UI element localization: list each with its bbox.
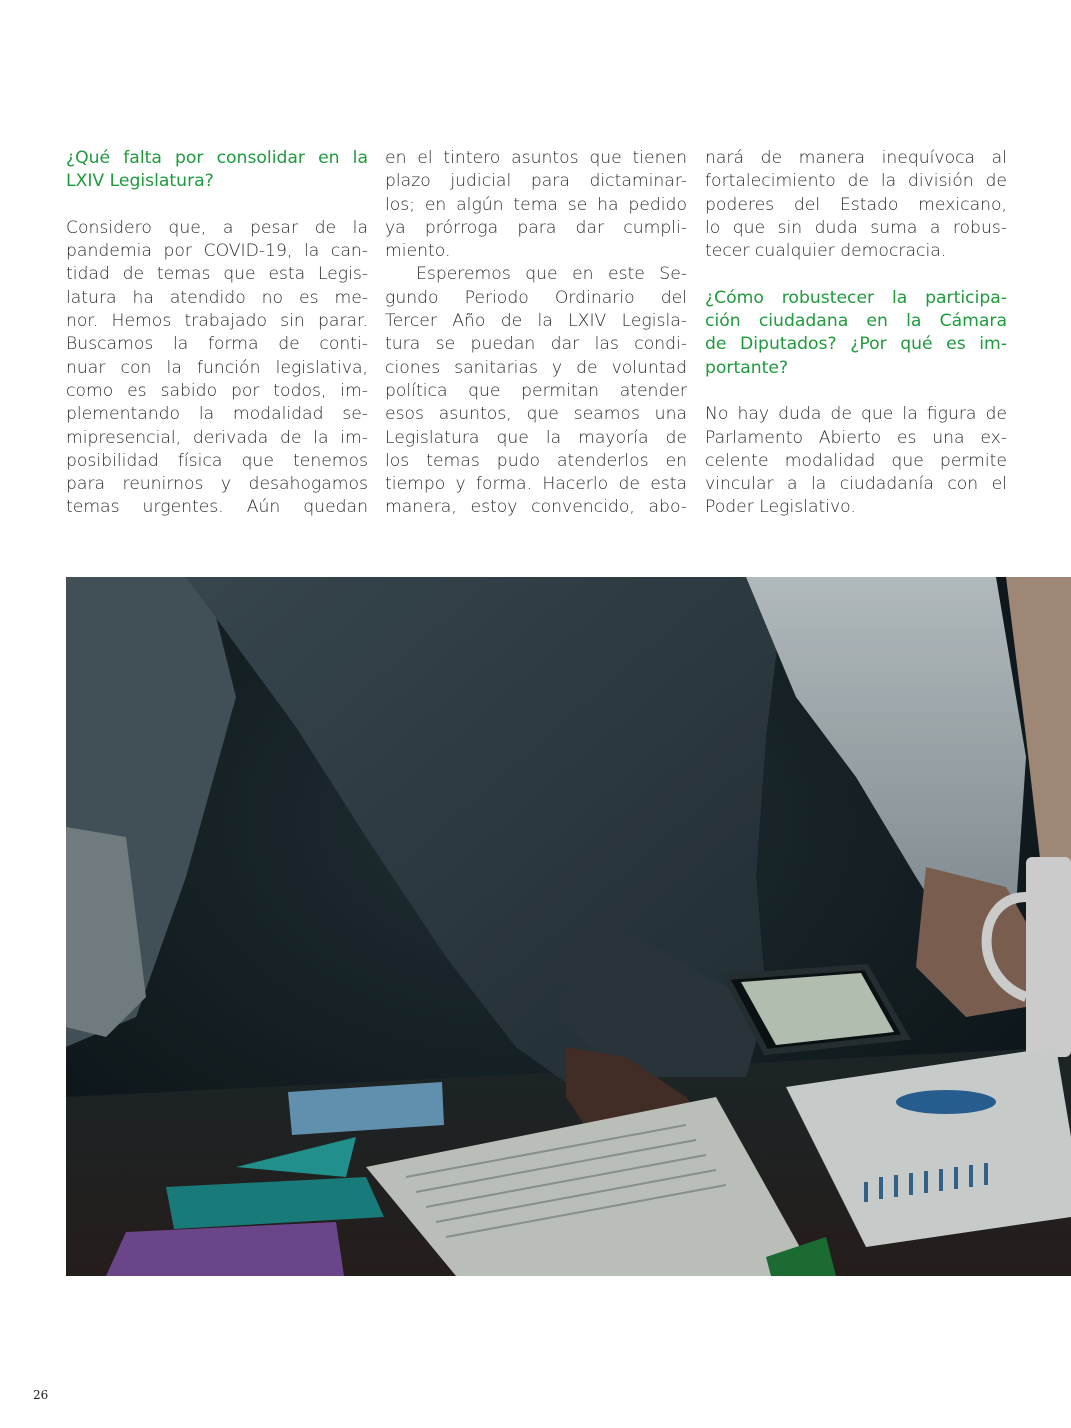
body-line: plazo judicial para dictaminar- xyxy=(385,171,687,192)
paragraph-gap xyxy=(705,380,1007,403)
body-line: tidad de temas que esta Legis- xyxy=(66,264,368,285)
question-heading-line: ción ciudadana en la Cámara xyxy=(705,311,1007,332)
body-line: temas urgentes. Aún quedan xyxy=(66,497,368,518)
body-line: lo que sin duda suma a robus- xyxy=(705,217,1007,238)
body-line: Tercer Año de la LXIV Legisla- xyxy=(385,311,687,332)
meeting-photo xyxy=(66,577,1071,1276)
body-line: miento. xyxy=(385,241,451,262)
body-line: Buscamos la forma de conti- xyxy=(66,334,368,355)
body-line: Parlamento Abierto es una ex- xyxy=(705,427,1007,448)
body-line: ciones sanitarias y de voluntad xyxy=(385,357,687,378)
question-heading-line: LXIV Legislatura? xyxy=(66,171,214,192)
body-line: nor. Hemos trabajado sin parar. xyxy=(66,311,368,332)
meeting-photo-illustration xyxy=(66,577,1071,1276)
column-1 xyxy=(66,147,368,520)
body-line: vincular a la ciudadanía con el xyxy=(705,474,1007,495)
body-line: plementando la modalidad se- xyxy=(66,404,368,425)
body-line: tura se puedan dar las condi- xyxy=(385,334,687,355)
question-heading-line: ¿Qué falta por consolidar en la xyxy=(66,148,368,168)
body-line: en el tintero asuntos que tienen xyxy=(385,148,687,168)
body-line: esos asuntos, que seamos una xyxy=(385,404,687,425)
body-line: latura ha atendido no es me- xyxy=(66,287,368,308)
column-2 xyxy=(385,147,687,520)
body-line: Poder Legislativo. xyxy=(705,497,856,518)
body-line: política que permitan atender xyxy=(385,380,687,401)
question-heading-line: ¿Cómo robustecer la participa- xyxy=(705,287,1007,308)
body-line: los temas pudo atenderlos en xyxy=(385,450,687,471)
question-heading-line: portante? xyxy=(705,357,789,378)
body-line: No hay duda de que la figura de xyxy=(705,404,1007,425)
body-line: los; en algún tema se ha pedido xyxy=(385,194,687,215)
body-line: poderes del Estado mexicano, xyxy=(705,194,1007,215)
page-number: 26 xyxy=(33,1388,49,1402)
body-line: nuar con la función legislativa, xyxy=(66,357,368,378)
body-line: nará de manera inequívoca al xyxy=(705,148,1007,168)
body-line: Legislatura que la mayoría de xyxy=(385,427,687,448)
body-line: manera, estoy convencido, abo- xyxy=(385,497,687,518)
body-line: fortalecimiento de la división de xyxy=(705,171,1007,192)
body-line: mipresencial, derivada de la im- xyxy=(66,427,368,448)
paragraph-gap xyxy=(66,194,368,217)
body-line: celente modalidad que permite xyxy=(705,450,1007,471)
body-line: ya prórroga para dar cumpli- xyxy=(385,217,687,238)
body-line: pandemia por COVID-19, la can- xyxy=(66,241,368,262)
paragraph-gap xyxy=(705,263,1007,286)
column-3 xyxy=(705,147,1007,520)
body-line: Considero que, a pesar de la xyxy=(66,217,368,238)
body-line: para reunirnos y desahogamos xyxy=(66,474,368,495)
body-line: posibilidad física que tenemos xyxy=(66,450,368,471)
body-line: como es sabido por todos, im- xyxy=(66,380,368,401)
body-line-indented: Esperemos que en este Se- xyxy=(416,264,687,285)
body-line: tecer cualquier democracia. xyxy=(705,241,947,262)
question-heading-line: de Diputados? ¿Por qué es im- xyxy=(705,334,1007,355)
body-line: gundo Periodo Ordinario del xyxy=(385,287,687,308)
body-line: tiempo y forma. Hacerlo de esta xyxy=(385,474,687,495)
